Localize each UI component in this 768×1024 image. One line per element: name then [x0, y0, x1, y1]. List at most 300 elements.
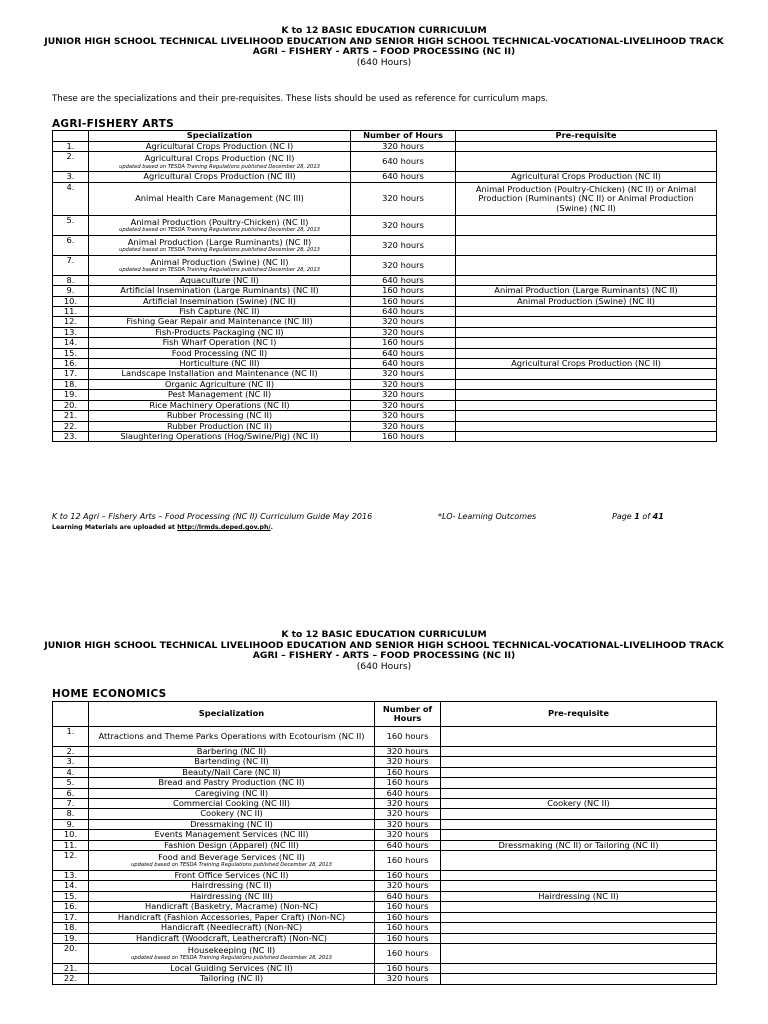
row-prerequisite: Agricultural Crops Production (NC II) — [456, 172, 717, 182]
row-prerequisite: Dressmaking (NC II) or Tailoring (NC II) — [441, 840, 717, 850]
table-row — [53, 286, 717, 296]
row-hours: 640 hours — [351, 152, 456, 172]
row-number: 22. — [53, 974, 89, 984]
row-prerequisite — [441, 912, 717, 922]
row-hours: 640 hours — [375, 891, 441, 901]
row-number: 19. — [53, 933, 89, 943]
specialization-text: Food Processing (NC II) — [171, 348, 268, 358]
table-header-row — [53, 702, 717, 727]
row-prerequisite — [456, 255, 717, 275]
row-prerequisite — [441, 933, 717, 943]
row-hours: 160 hours — [351, 286, 456, 296]
row-specialization — [89, 943, 375, 963]
row-prerequisite: Animal Production (Poultry-Chicken) (NC II) or Animal Production (Ruminants) (NC II) or Animal Production (Swine) (NC II) — [456, 182, 717, 215]
row-specialization — [89, 255, 351, 275]
table-row — [53, 182, 717, 215]
header-line1: K to 12 BASIC EDUCATION CURRICULUM — [281, 629, 487, 640]
row-specialization — [89, 400, 351, 410]
row-hours: 160 hours — [375, 963, 441, 973]
specialization-text: Rice Machinery Operations (NC II) — [149, 400, 290, 410]
table-row — [53, 840, 717, 850]
specialization-text: Handicraft (Fashion Accessories, Paper Craft) (Non-NC) — [117, 912, 346, 922]
table-row — [53, 830, 717, 840]
row-hours: 160 hours — [375, 912, 441, 922]
update-note: updated based on TESDA Training Regulations published December 28, 2013 — [119, 227, 320, 234]
row-hours: 160 hours — [375, 767, 441, 777]
table-row — [53, 317, 717, 327]
col-specialization: Specialization — [89, 702, 375, 727]
page-header — [0, 26, 768, 68]
update-note: updated based on TESDA Training Regulations published December 28, 2013 — [119, 247, 320, 254]
row-specialization — [89, 369, 351, 379]
row-prerequisite — [441, 943, 717, 963]
row-number: 11. — [53, 307, 89, 317]
update-note: updated based on TESDA Training Regulations published December 28, 2013 — [131, 862, 332, 869]
specialization-text: Handicraft (Needlecraft) (Non-NC) — [160, 922, 303, 933]
table-row — [53, 390, 717, 400]
specialization-text: Fishing Gear Repair and Maintenance (NC III) — [126, 316, 313, 327]
row-prerequisite — [441, 788, 717, 798]
header-line3: AGRI – FISHERY - ARTS – FOOD PROCESSING (NC II) — [252, 650, 516, 661]
specialization-text: Tailoring (NC II) — [199, 973, 264, 984]
table-row — [53, 923, 717, 933]
agri-fishery-table — [52, 130, 717, 442]
update-note: updated based on TESDA Training Regulations published December 28, 2013 — [119, 267, 320, 274]
row-number: 7. — [53, 799, 89, 809]
header-line4: (640 Hours) — [356, 56, 412, 68]
row-number: 12. — [53, 851, 89, 871]
row-prerequisite — [441, 963, 717, 973]
row-number: 9. — [53, 819, 89, 829]
col-prerequisite: Pre-requisite — [456, 131, 717, 142]
row-number: 20. — [53, 943, 89, 963]
row-prerequisite — [441, 727, 717, 747]
row-number: 3. — [53, 757, 89, 767]
row-prerequisite — [456, 421, 717, 431]
table-row — [53, 359, 717, 369]
specialization-text: Animal Health Care Management (NC III) — [135, 193, 304, 204]
table-row — [53, 933, 717, 943]
row-prerequisite — [456, 275, 717, 285]
table-row — [53, 727, 717, 747]
row-number: 1. — [53, 142, 89, 152]
specialization-text: Organic Agriculture (NC II) — [164, 379, 275, 389]
specialization-text: Front Office Services (NC II) — [174, 870, 289, 881]
row-number: 7. — [53, 255, 89, 275]
row-number: 15. — [53, 891, 89, 901]
lrmds-link[interactable]: http://lrmds.deped.gov.ph/ — [177, 524, 271, 531]
table-row — [53, 778, 717, 788]
row-hours: 320 hours — [351, 182, 456, 215]
row-specialization — [89, 767, 375, 777]
row-number: 12. — [53, 317, 89, 327]
update-note: updated based on TESDA Training Regulations published December 28, 2013 — [119, 163, 320, 170]
row-hours: 160 hours — [375, 902, 441, 912]
row-prerequisite — [456, 390, 717, 400]
row-specialization — [89, 788, 375, 798]
header-line2: JUNIOR HIGH SCHOOL TECHNICAL LIVELIHOOD EDUCATION AND SENIOR HIGH SCHOOL TECHNICAL-VOCATIONAL-LIVELIHOOD TRACK — [44, 639, 724, 651]
table-row — [53, 431, 717, 441]
table-row — [53, 172, 717, 182]
table-row — [53, 235, 717, 255]
footer-lo-note: *LO- Learning Outcomes — [438, 512, 537, 521]
row-hours: 160 hours — [351, 296, 456, 306]
row-hours: 320 hours — [351, 369, 456, 379]
row-hours: 320 hours — [375, 799, 441, 809]
specialization-text: Barbering (NC II) — [196, 746, 267, 756]
row-prerequisite — [456, 235, 717, 255]
section-title-agri: AGRI-FISHERY ARTS — [52, 118, 175, 130]
row-hours: 320 hours — [351, 390, 456, 400]
table-row — [53, 275, 717, 285]
row-specialization — [89, 379, 351, 389]
table-row — [53, 400, 717, 410]
footer-guide-title: K to 12 Agri – Fishery Arts – Food Processing (NC II) Curriculum Guide May 2016 — [52, 512, 373, 521]
row-number: 10. — [53, 296, 89, 306]
row-hours: 320 hours — [375, 809, 441, 819]
col-hours: Number of Hours — [375, 702, 441, 727]
row-specialization — [89, 799, 375, 809]
row-specialization — [89, 830, 375, 840]
row-prerequisite — [456, 348, 717, 358]
specialization-text: Caregiving (NC II) — [194, 788, 269, 798]
row-specialization — [89, 923, 375, 933]
row-prerequisite — [441, 757, 717, 767]
materials-end: . — [270, 524, 274, 531]
row-prerequisite — [456, 379, 717, 389]
col-number — [53, 702, 89, 727]
table-row — [53, 757, 717, 767]
row-prerequisite: Hairdressing (NC II) — [441, 891, 717, 901]
row-prerequisite — [456, 411, 717, 421]
table-row — [53, 152, 717, 172]
row-prerequisite: Animal Production (Large Ruminants) (NC II) — [456, 286, 717, 296]
row-prerequisite: Animal Production (Swine) (NC II) — [456, 296, 717, 306]
row-prerequisite — [456, 317, 717, 327]
table-row — [53, 327, 717, 337]
row-specialization — [89, 327, 351, 337]
specialization-text: Aquaculture (NC II) — [180, 275, 259, 285]
table-row — [53, 891, 717, 901]
row-hours: 320 hours — [375, 757, 441, 767]
specialization-text: Animal Production (Swine) (NC II) — [150, 256, 289, 267]
table-row — [53, 411, 717, 421]
specialization-text: Handicraft (Woodcraft, Leathercraft) (Non-NC) — [135, 933, 328, 943]
table-row — [53, 974, 717, 984]
row-specialization — [89, 891, 375, 901]
row-specialization — [89, 747, 375, 757]
row-specialization — [89, 411, 351, 421]
materials-text: Learning Materials are uploaded at — [52, 524, 178, 531]
row-hours: 640 hours — [351, 307, 456, 317]
page-current: 1 — [634, 512, 640, 521]
row-hours: 320 hours — [375, 974, 441, 984]
row-number: 8. — [53, 809, 89, 819]
row-specialization — [89, 215, 351, 235]
row-specialization — [89, 296, 351, 306]
specialization-text: Rubber Processing (NC II) — [166, 410, 273, 421]
specialization-text: Housekeeping (NC II) — [187, 944, 276, 955]
specialization-text: Fashion Design (Apparel) (NC III) — [164, 840, 299, 850]
row-hours: 640 hours — [351, 275, 456, 285]
home-economics-table — [52, 701, 717, 985]
table-row — [53, 255, 717, 275]
row-specialization — [89, 235, 351, 255]
row-prerequisite — [456, 431, 717, 441]
row-specialization — [89, 757, 375, 767]
row-hours: 160 hours — [375, 871, 441, 881]
row-number: 15. — [53, 348, 89, 358]
specialization-text: Dressmaking (NC II) — [190, 819, 273, 829]
table-row — [53, 881, 717, 891]
row-hours: 160 hours — [375, 778, 441, 788]
row-number: 4. — [53, 767, 89, 777]
footer-page-number — [612, 512, 664, 521]
specialization-text: Handicraft (Basketry, Macrame) (Non-NC) — [144, 901, 319, 912]
specialization-text: Artificial Insemination (Swine) (NC II) — [143, 296, 296, 306]
row-specialization — [89, 809, 375, 819]
table-row — [53, 799, 717, 809]
table-row — [53, 296, 717, 306]
row-specialization — [89, 871, 375, 881]
row-hours: 160 hours — [351, 431, 456, 441]
specialization-text: Artificial Insemination (Large Ruminants) (NC II) — [120, 285, 319, 296]
row-specialization — [89, 286, 351, 296]
row-number: 22. — [53, 421, 89, 431]
specialization-text: Attractions and Theme Parks Operations with Ecotourism (NC II) — [98, 730, 365, 741]
row-hours: 320 hours — [375, 830, 441, 840]
row-prerequisite — [441, 830, 717, 840]
specialization-text: Cookery (NC II) — [200, 808, 263, 819]
row-hours: 640 hours — [351, 359, 456, 369]
row-hours: 320 hours — [375, 881, 441, 891]
row-number: 9. — [53, 286, 89, 296]
row-number: 6. — [53, 235, 89, 255]
specialization-text: Agricultural Crops Production (NC II) — [144, 153, 295, 164]
row-number: 4. — [53, 182, 89, 215]
table-row — [53, 215, 717, 235]
col-prerequisite: Pre-requisite — [441, 702, 717, 727]
specialization-text: Events Management Services (NC III) — [154, 829, 309, 840]
table-row — [53, 421, 717, 431]
table-row — [53, 338, 717, 348]
row-specialization — [89, 348, 351, 358]
row-number: 2. — [53, 152, 89, 172]
row-prerequisite — [441, 902, 717, 912]
row-number: 13. — [53, 327, 89, 337]
row-number: 2. — [53, 747, 89, 757]
page-prefix: Page — [612, 512, 635, 521]
row-hours: 320 hours — [375, 819, 441, 829]
row-specialization — [89, 359, 351, 369]
col-specialization: Specialization — [89, 131, 351, 142]
specialization-text: Slaughtering Operations (Hog/Swine/Pig) (NC II) — [120, 431, 319, 441]
row-prerequisite — [441, 778, 717, 788]
specialization-text: Hairdressing (NC III) — [189, 891, 274, 901]
row-hours: 160 hours — [375, 933, 441, 943]
row-prerequisite: Agricultural Crops Production (NC II) — [456, 359, 717, 369]
intro-text: These are the specializations and their pre-requisites. These lists should be used as reference for curriculum maps. — [52, 94, 549, 104]
row-hours: 320 hours — [351, 379, 456, 389]
row-specialization — [89, 851, 375, 871]
row-hours: 640 hours — [351, 348, 456, 358]
specialization-text: Fish Wharf Operation (NC I) — [162, 337, 277, 348]
row-prerequisite — [441, 851, 717, 871]
row-prerequisite — [441, 747, 717, 757]
row-number: 19. — [53, 390, 89, 400]
specialization-text: Horticulture (NC III) — [179, 358, 260, 369]
row-number: 8. — [53, 275, 89, 285]
row-hours: 320 hours — [351, 215, 456, 235]
row-specialization — [89, 933, 375, 943]
row-number: 18. — [53, 379, 89, 389]
table-row — [53, 819, 717, 829]
specialization-text: Pest Management (NC II) — [167, 389, 272, 400]
table-header-row — [53, 131, 717, 142]
specialization-text: Fish Capture (NC II) — [179, 306, 260, 317]
table-row — [53, 348, 717, 358]
row-prerequisite — [456, 215, 717, 235]
row-number: 5. — [53, 215, 89, 235]
row-number: 20. — [53, 400, 89, 410]
row-hours: 160 hours — [375, 923, 441, 933]
row-number: 16. — [53, 902, 89, 912]
footer-materials — [52, 524, 273, 531]
row-prerequisite: Cookery (NC II) — [441, 799, 717, 809]
row-hours: 320 hours — [351, 142, 456, 152]
specialization-text: Beauty/Nail Care (NC II) — [182, 767, 281, 777]
specialization-text: Local Guiding Services (NC II) — [170, 963, 293, 973]
row-specialization — [89, 338, 351, 348]
specialization-text: Rubber Production (NC II) — [166, 421, 273, 431]
row-prerequisite — [441, 923, 717, 933]
row-hours: 160 hours — [351, 338, 456, 348]
header-line4: (640 Hours) — [356, 660, 412, 672]
row-hours: 160 hours — [375, 727, 441, 747]
row-number: 3. — [53, 172, 89, 182]
table-row — [53, 809, 717, 819]
row-specialization — [89, 727, 375, 747]
table-row — [53, 912, 717, 922]
row-prerequisite — [441, 974, 717, 984]
row-hours: 320 hours — [351, 235, 456, 255]
row-number: 17. — [53, 912, 89, 922]
row-specialization — [89, 152, 351, 172]
row-specialization — [89, 778, 375, 788]
row-specialization — [89, 172, 351, 182]
row-hours: 320 hours — [375, 747, 441, 757]
row-number: 5. — [53, 778, 89, 788]
row-specialization — [89, 142, 351, 152]
table-row — [53, 963, 717, 973]
row-specialization — [89, 902, 375, 912]
row-specialization — [89, 317, 351, 327]
specialization-text: Hairdressing (NC II) — [191, 880, 272, 891]
row-prerequisite — [441, 767, 717, 777]
row-number: 21. — [53, 411, 89, 421]
row-specialization — [89, 840, 375, 850]
row-prerequisite — [456, 369, 717, 379]
table-row — [53, 369, 717, 379]
row-number: 14. — [53, 338, 89, 348]
col-number — [53, 131, 89, 142]
row-hours: 640 hours — [351, 172, 456, 182]
header-line1: K to 12 BASIC EDUCATION CURRICULUM — [281, 25, 487, 36]
row-prerequisite — [441, 871, 717, 881]
row-prerequisite — [456, 327, 717, 337]
row-hours: 320 hours — [351, 327, 456, 337]
row-number: 1. — [53, 727, 89, 747]
table-row — [53, 747, 717, 757]
section-title-home: HOME ECONOMICS — [52, 688, 167, 700]
table-row — [53, 851, 717, 871]
specialization-text: Bartending (NC II) — [194, 756, 269, 767]
row-hours: 320 hours — [351, 255, 456, 275]
row-specialization — [89, 974, 375, 984]
table-row — [53, 307, 717, 317]
row-number: 13. — [53, 871, 89, 881]
update-note: updated based on TESDA Training Regulations published December 28, 2013 — [131, 955, 332, 962]
specialization-text: Bread and Pastry Production (NC II) — [158, 777, 305, 788]
row-hours: 640 hours — [375, 788, 441, 798]
row-hours: 320 hours — [351, 411, 456, 421]
row-prerequisite — [456, 400, 717, 410]
table-row — [53, 379, 717, 389]
row-specialization — [89, 275, 351, 285]
header-line3: AGRI – FISHERY - ARTS – FOOD PROCESSING (NC II) — [252, 46, 516, 57]
row-hours: 160 hours — [375, 851, 441, 871]
specialization-text: Landscape Installation and Maintenance (NC II) — [121, 368, 318, 379]
specialization-text: Food and Beverage Services (NC II) — [158, 851, 305, 862]
row-specialization — [89, 182, 351, 215]
row-prerequisite — [456, 307, 717, 317]
row-prerequisite — [441, 881, 717, 891]
table-row — [53, 943, 717, 963]
specialization-text: Agricultural Crops Production (NC I) — [145, 141, 294, 151]
header-line2: JUNIOR HIGH SCHOOL TECHNICAL LIVELIHOOD EDUCATION AND SENIOR HIGH SCHOOL TECHNICAL-VOCATIONAL-LIVELIHOOD TRACK — [44, 35, 724, 47]
row-number: 14. — [53, 881, 89, 891]
row-prerequisite — [456, 152, 717, 172]
specialization-text: Agricultural Crops Production (NC III) — [143, 171, 296, 182]
row-number: 21. — [53, 963, 89, 973]
row-specialization — [89, 912, 375, 922]
specialization-text: Animal Production (Large Ruminants) (NC II) — [127, 236, 312, 247]
page-of: of — [639, 512, 653, 521]
row-number: 18. — [53, 923, 89, 933]
table-row — [53, 788, 717, 798]
row-specialization — [89, 431, 351, 441]
specialization-text: Fish-Products Packaging (NC II) — [155, 327, 284, 337]
col-hours: Number of Hours — [351, 131, 456, 142]
row-prerequisite — [456, 338, 717, 348]
page-header — [0, 630, 768, 672]
row-number: 10. — [53, 830, 89, 840]
row-hours: 320 hours — [351, 421, 456, 431]
row-hours: 640 hours — [375, 840, 441, 850]
row-specialization — [89, 307, 351, 317]
row-number: 6. — [53, 788, 89, 798]
row-number: 16. — [53, 359, 89, 369]
row-prerequisite — [441, 809, 717, 819]
specialization-text: Commercial Cooking (NC III) — [173, 798, 290, 809]
row-hours: 160 hours — [375, 943, 441, 963]
row-prerequisite — [456, 142, 717, 152]
row-number: 17. — [53, 369, 89, 379]
row-number: 11. — [53, 840, 89, 850]
row-specialization — [89, 819, 375, 829]
page-total: 41 — [652, 512, 664, 521]
table-row — [53, 871, 717, 881]
